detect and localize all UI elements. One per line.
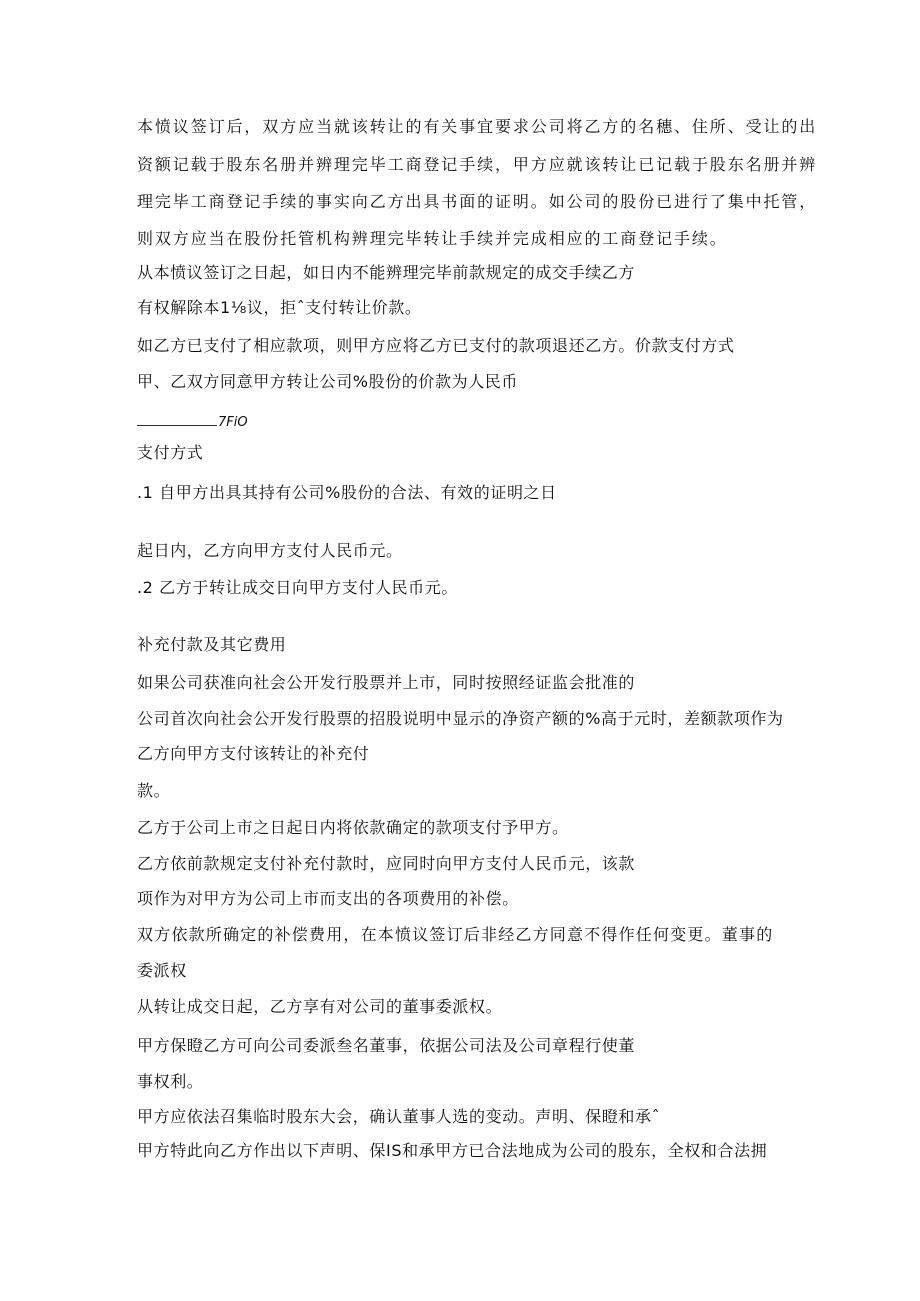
- paragraph-line: 乙方于公司上市之日起日内将依款确定的款项支付予甲方。: [137, 818, 569, 837]
- amount-text: 7FiO: [218, 415, 248, 430]
- paragraph-line: 甲、乙双方同意甲方转让公司%股份的价款为人民币: [137, 372, 519, 391]
- paragraph-line: 则双方应当在股份托管机构辨理完毕转让手续并完成相应的工商登记手续。: [137, 229, 728, 248]
- paragraph-line: 起日内，乙方向甲方支付人民币元。: [137, 541, 403, 560]
- paragraph-line: 本愤议签订后，双方应当就该转让的有关事宜要求公司将乙方的名穗、住所、受让的出: [137, 117, 818, 136]
- paragraph-line: 从转让成交日起，乙方享有对公司的董事委派权。: [137, 997, 503, 1016]
- paragraph-line: 甲方保瞪乙方可向公司委派叁名董事，依据公司法及公司章程行使董: [137, 1036, 636, 1055]
- paragraph-line: 乙方向甲方支付该转让的补充付: [137, 744, 370, 763]
- paragraph-line: 委派权: [137, 961, 187, 980]
- paragraph-line: 理完毕工商登记手续的事实向乙方出具书面的证明。如公司的股份已进行了集中托管，: [137, 192, 818, 211]
- paragraph-line: 甲方应依法召集临时股东大会，确认董事人选的变动。声明、保瞪和承ˆ: [137, 1107, 661, 1126]
- paragraph-line: 项作为对甲方为公司上市而支出的各项费用的补偿。: [137, 889, 519, 908]
- paragraph-line: 款。: [137, 781, 171, 800]
- paragraph-line: 双方依款所确定的补偿费用，在本愤议签订后非经乙方同意不得作任何变更。董事的: [137, 925, 774, 944]
- paragraph-line: 公司首次向社会公开发行股票的招股说明中显示的净资产额的%高于元时，差额款项作为: [137, 709, 784, 728]
- paragraph-line: 事权利。: [137, 1072, 204, 1091]
- paragraph-line: 从本愤议签订之日起，如日内不能辨理完毕前款规定的成交手续乙方: [137, 263, 636, 282]
- paragraph-line: 甲方特此向乙方作出以下声明、保IS和承甲方已合法地成为公司的股东，全权和合法拥: [137, 1141, 768, 1160]
- paragraph-line: .2 乙方于转让成交日向甲方支付人民币元。: [137, 578, 458, 597]
- section-heading: 补充付款及其它费用: [137, 635, 287, 654]
- paragraph-line: 有权解除本1⅛议，拒ˆ支付转让价款。: [137, 298, 422, 317]
- underline-blank: [137, 425, 217, 426]
- section-heading: 支付方式: [137, 443, 204, 462]
- paragraph-line: .1 自甲方出具其持有公司%股份的合法、有效的证明之日: [137, 483, 557, 502]
- paragraph-line: 如果公司获准向社会公开发行股票并上市，同时按照经证监会批准的: [137, 673, 636, 692]
- amount-blank: [137, 414, 248, 432]
- paragraph-line: 如乙方已支付了相应款项，则甲方应将乙方已支付的款项退还乙方。价款支付方式: [137, 336, 735, 355]
- paragraph-line: 乙方依前款规定支付补充付款时，应同时向甲方支付人民币元，该款: [137, 854, 636, 873]
- paragraph-line: 资额记载于股东名册并辨理完毕工商登记手续，甲方应就该转让已记载于股东名册并辨: [137, 155, 818, 174]
